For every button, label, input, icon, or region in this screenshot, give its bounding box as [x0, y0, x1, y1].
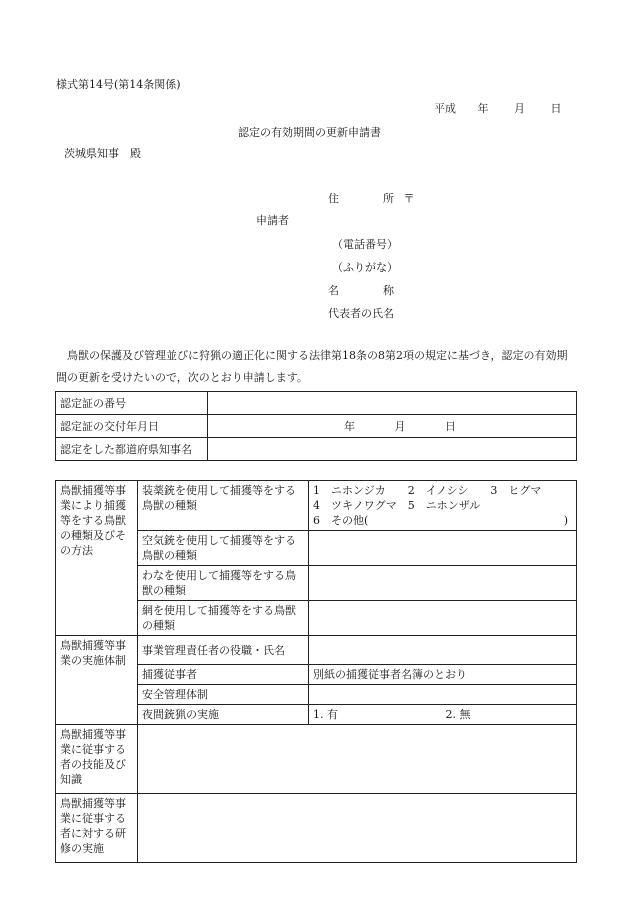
species-section-header: 鳥獣捕獲等事業により捕獲等をする鳥獣の種類及びその方法 — [56, 481, 138, 636]
gun-label: 装薬銃を使用して捕獲等をする鳥獣の種類 — [138, 481, 309, 531]
manager-label: 事業管理責任者の役職・氏名 — [138, 636, 309, 665]
safety-cell[interactable] — [309, 685, 577, 705]
phone-label: （電話番号） — [332, 238, 398, 251]
net-label: 網を使用して捕獲等をする鳥獣の種類 — [138, 601, 309, 636]
training-cell[interactable] — [138, 794, 577, 863]
safety-label: 安全管理体制 — [138, 685, 309, 705]
date-year: 年 — [477, 102, 489, 115]
name-label: 名 称 — [328, 284, 394, 297]
options-other: 6 その他( — [313, 514, 369, 527]
worker-label: 捕獲従事者 — [138, 665, 309, 685]
structure-section-header: 鳥獣捕獲等事業の実施体制 — [56, 636, 138, 725]
air-gun-cell[interactable] — [309, 531, 577, 566]
night-options[interactable] — [309, 705, 577, 725]
cert-date-cell[interactable] — [208, 415, 577, 438]
air-gun-label: 空気銃を使用して捕獲等をする鳥獣の種類 — [138, 531, 309, 566]
addressee: 茨城県知事 殿 — [64, 147, 141, 160]
cert-number-cell[interactable] — [208, 392, 577, 415]
cert-number-label: 認定証の番号 — [56, 392, 208, 415]
postal-mark-icon: 〒 — [403, 192, 415, 205]
address-label: 住 所 — [328, 192, 394, 205]
cert-date-day: 日 — [445, 419, 456, 433]
training-label: 鳥獣捕獲等事業に従事する者に対する研修の実施 — [56, 794, 138, 863]
skills-label: 鳥獣捕獲等事業に従事する者の技能及び知識 — [56, 725, 138, 794]
skills-cell[interactable] — [138, 725, 577, 794]
certificate-table — [55, 391, 577, 461]
page-title: 認定の有効期間の更新申請書 — [238, 126, 381, 139]
representative-label: 代表者の氏名 — [328, 307, 394, 320]
applicant-address — [328, 190, 415, 206]
trap-cell[interactable] — [309, 566, 577, 601]
species-options[interactable] — [309, 481, 577, 531]
trap-label: わなを使用して捕獲等をする鳥獣の種類 — [138, 566, 309, 601]
date-era: 平成 — [434, 102, 456, 115]
options-other-close: ) — [563, 514, 568, 527]
cert-date-label: 認定証の交付年月日 — [56, 415, 208, 438]
main-table — [55, 480, 577, 863]
date-day: 日 — [550, 102, 562, 115]
night-yes: 1. 有 — [313, 708, 338, 721]
options-line-1: 1 ニホンジカ 2 イノシシ 3 ヒグマ — [313, 484, 542, 497]
cert-governor-label: 認定をした都道府県知事名 — [56, 438, 208, 461]
options-line-3 — [313, 513, 572, 528]
cert-date-year: 年 — [344, 419, 355, 433]
date-month: 月 — [514, 102, 525, 115]
date-line — [434, 100, 562, 116]
cert-governor-cell[interactable] — [208, 438, 577, 461]
options-line-2: 4 ツキノワグマ 5 ニホンザル — [313, 499, 481, 512]
manager-cell[interactable] — [309, 636, 577, 665]
furigana-label: （ふりがな） — [332, 261, 398, 274]
worker-value: 別紙の捕獲従事者名簿のとおり — [309, 665, 577, 685]
form-number: 様式第14号(第14条関係) — [56, 78, 181, 91]
night-no: 2. 無 — [445, 708, 471, 721]
night-label: 夜間銃猟の実施 — [138, 705, 309, 725]
body-paragraph: 鳥獣の保護及び管理並びに狩猟の適正化に関する法律第18条の8第2項の規定に基づき，認定の有効期間の更新を受けたいので，次のとおり申請します。 — [56, 349, 568, 384]
net-cell[interactable] — [309, 601, 577, 636]
applicant-label: 申請者 — [256, 214, 289, 227]
cert-date-month: 月 — [394, 419, 406, 433]
